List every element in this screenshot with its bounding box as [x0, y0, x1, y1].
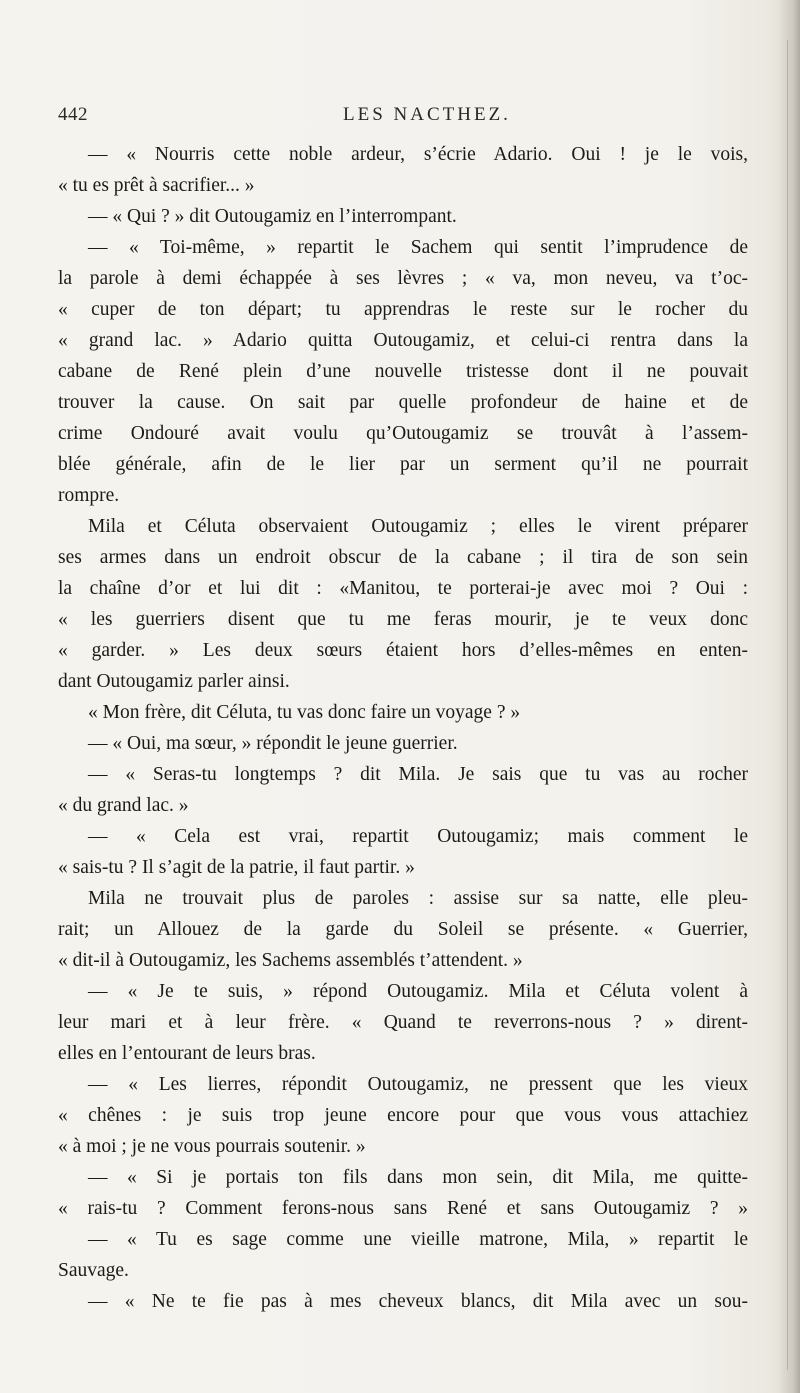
text-line: la parole à demi échappée à ses lèvres ; « va, mon neveu, va t’oc-: [58, 268, 748, 289]
text-line: — « Qui ? » dit Outougamiz en l’interrompant.: [88, 206, 457, 227]
running-header: [58, 104, 748, 130]
text-line: « chênes : je suis trop jeune encore pour que vous vous attachiez: [58, 1105, 748, 1126]
text-line: « Mon frère, dit Céluta, tu vas donc faire un voyage ? »: [88, 702, 521, 723]
text-line: — « Les lierres, répondit Outougamiz, ne pressent que les vieux: [88, 1074, 748, 1095]
text-line: rait; un Allouez de la garde du Soleil se présente. « Guerrier,: [58, 919, 748, 940]
text-line: — « Seras-tu longtemps ? dit Mila. Je sais que tu vas au rocher: [88, 764, 748, 785]
text-line: « du grand lac. »: [58, 795, 189, 816]
text-line: — « Nourris cette noble ardeur, s’écrie Adario. Oui ! je le vois,: [88, 144, 748, 165]
text-line: « rais-tu ? Comment ferons-nous sans René et sans Outougamiz ? »: [58, 1198, 748, 1219]
text-line: « sais-tu ? Il s’agit de la patrie, il faut partir. »: [58, 857, 415, 878]
text-line: Sauvage.: [58, 1260, 129, 1281]
text-line: — « Oui, ma sœur, » répondit le jeune guerrier.: [88, 733, 458, 754]
text-line: — « Tu es sage comme une vieille matrone, Mila, » repartit le: [88, 1229, 748, 1250]
text-line: trouver la cause. On sait par quelle profondeur de haine et de: [58, 392, 748, 413]
text-line: « grand lac. » Adario quitta Outougamiz, et celui-ci rentra dans la: [58, 330, 748, 351]
text-line: la chaîne d’or et lui dit : «Manitou, te porterai-je avec moi ? Oui :: [58, 578, 748, 599]
text-line: « tu es prêt à sacrifier... »: [58, 175, 255, 196]
text-line: — « Je te suis, » répond Outougamiz. Mila et Céluta volent à: [88, 981, 748, 1002]
page-edge-shadow: [778, 0, 800, 1393]
text-line: « cuper de ton départ; tu apprendras le reste sur le rocher du: [58, 299, 748, 320]
page-edge-line: [787, 40, 788, 1370]
text-line: Mila et Céluta observaient Outougamiz ; elles le virent préparer: [88, 516, 748, 537]
text-line: — « Toi-même, » repartit le Sachem qui sentit l’imprudence de: [88, 237, 748, 258]
text-line: — « Cela est vrai, repartit Outougamiz; mais comment le: [88, 826, 748, 847]
text-line: crime Ondouré avait voulu qu’Outougamiz se trouvât à l’assem-: [58, 423, 748, 444]
text-line: elles en l’entourant de leurs bras.: [58, 1043, 316, 1064]
text-line: ses armes dans un endroit obscur de la cabane ; il tira de son sein: [58, 547, 748, 568]
text-line: — « Si je portais ton fils dans mon sein, dit Mila, me quitte-: [88, 1167, 748, 1188]
text-line: blée générale, afin de le lier par un serment qu’il ne pourrait: [58, 454, 748, 475]
text-line: cabane de René plein d’une nouvelle tristesse dont il ne pouvait: [58, 361, 748, 382]
text-line: leur mari et à leur frère. « Quand te reverrons-nous ? » dirent-: [58, 1012, 748, 1033]
body-text: [58, 139, 748, 1317]
text-line: « à moi ; je ne vous pourrais soutenir. »: [58, 1136, 366, 1157]
text-line: — « Ne te fie pas à mes cheveux blancs, dit Mila avec un sou-: [88, 1291, 748, 1312]
text-line: « les guerriers disent que tu me feras mourir, je te veux donc: [58, 609, 748, 630]
running-title: LES NACTHEZ.: [343, 104, 511, 125]
page-number: 442: [58, 104, 88, 125]
text-line: « garder. » Les deux sœurs étaient hors d’elles-mêmes en enten-: [58, 640, 748, 661]
text-line: Mila ne trouvait plus de paroles : assise sur sa natte, elle pleu-: [88, 888, 748, 909]
text-line: rompre.: [58, 485, 120, 506]
text-line: « dit-il à Outougamiz, les Sachems assemblés t’attendent. »: [58, 950, 523, 971]
text-line: dant Outougamiz parler ainsi.: [58, 671, 290, 692]
